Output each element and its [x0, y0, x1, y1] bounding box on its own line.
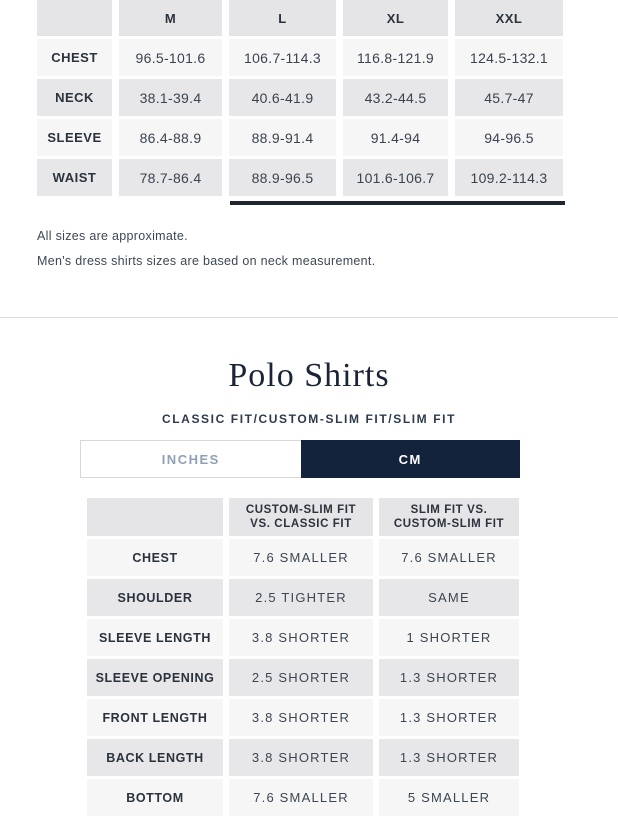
table-cell: 1 SHORTER [379, 619, 519, 656]
fit-comparison-table [87, 498, 519, 816]
table-corner-cell [87, 498, 223, 536]
table-cell: 88.9-96.5 [229, 159, 336, 196]
row-label-sleeve-length: SLEEVE LENGTH [87, 619, 223, 656]
horizontal-scrollbar-thumb[interactable] [230, 201, 565, 205]
note-neck-measurement: Men's dress shirts sizes are based on neck measurement. [37, 254, 376, 268]
column-header-xxl: XXL [455, 0, 563, 36]
column-header-l: L [229, 0, 336, 36]
table-cell: 45.7-47 [455, 79, 563, 116]
inches-tab[interactable]: INCHES [80, 440, 301, 478]
table-cell: 78.7-86.4 [119, 159, 222, 196]
table-cell: 86.4-88.9 [119, 119, 222, 156]
table-cell: 2.5 SHORTER [229, 659, 373, 696]
column-header-slim-vs-custom-slim [379, 498, 519, 536]
table-cell: 94-96.5 [455, 119, 563, 156]
table-cell: 3.8 SHORTER [229, 619, 373, 656]
section-divider [0, 317, 618, 318]
header-line: CUSTOM-SLIM FIT [245, 504, 357, 516]
fit-subtitle: CLASSIC FIT/CUSTOM-SLIM FIT/SLIM FIT [161, 412, 457, 426]
column-header-m: M [119, 0, 222, 36]
row-label-front-length: FRONT LENGTH [87, 699, 223, 736]
row-label-chest: CHEST [87, 539, 223, 576]
table-cell: 101.6-106.7 [343, 159, 448, 196]
row-label-sleeve-opening: SLEEVE OPENING [87, 659, 223, 696]
table-cell: SAME [379, 579, 519, 616]
page-title: Polo Shirts [228, 357, 390, 394]
table-cell: 116.8-121.9 [343, 39, 448, 76]
row-label-bottom: BOTTOM [87, 779, 223, 816]
table-cell: 109.2-114.3 [455, 159, 563, 196]
table-cell: 91.4-94 [343, 119, 448, 156]
unit-toggle [80, 440, 520, 478]
table-cell: 1.3 SHORTER [379, 699, 519, 736]
table-cell: 7.6 SMALLER [379, 539, 519, 576]
row-label-shoulder: SHOULDER [87, 579, 223, 616]
table-corner-cell [37, 0, 112, 36]
row-label-back-length: BACK LENGTH [87, 739, 223, 776]
header-line: VS. CLASSIC FIT [250, 518, 352, 530]
cm-tab[interactable]: CM [301, 440, 521, 478]
column-header-custom-slim-vs-classic [229, 498, 373, 536]
table-cell: 7.6 SMALLER [229, 539, 373, 576]
note-approximate: All sizes are approximate. [37, 229, 188, 243]
table-cell: 106.7-114.3 [229, 39, 336, 76]
table-cell: 5 SMALLER [379, 779, 519, 816]
size-notes [37, 228, 618, 269]
table-cell: 88.9-91.4 [229, 119, 336, 156]
row-label-chest: CHEST [37, 39, 112, 76]
table-cell: 3.8 SHORTER [229, 739, 373, 776]
table-cell: 1.3 SHORTER [379, 739, 519, 776]
column-header-xl: XL [343, 0, 448, 36]
table-cell: 43.2-44.5 [343, 79, 448, 116]
header-line: SLIM FIT VS. [410, 504, 488, 516]
table-cell: 3.8 SHORTER [229, 699, 373, 736]
table-cell: 2.5 TIGHTER [229, 579, 373, 616]
row-label-sleeve: SLEEVE [37, 119, 112, 156]
table-cell: 124.5-132.1 [455, 39, 563, 76]
table-cell: 96.5-101.6 [119, 39, 222, 76]
table-cell: 40.6-41.9 [229, 79, 336, 116]
table-cell: 38.1-39.4 [119, 79, 222, 116]
row-label-neck: NECK [37, 79, 112, 116]
row-label-waist: WAIST [37, 159, 112, 196]
header-line: CUSTOM-SLIM FIT [393, 518, 505, 530]
size-measurements-table [37, 0, 563, 196]
table-cell: 7.6 SMALLER [229, 779, 373, 816]
table-cell: 1.3 SHORTER [379, 659, 519, 696]
